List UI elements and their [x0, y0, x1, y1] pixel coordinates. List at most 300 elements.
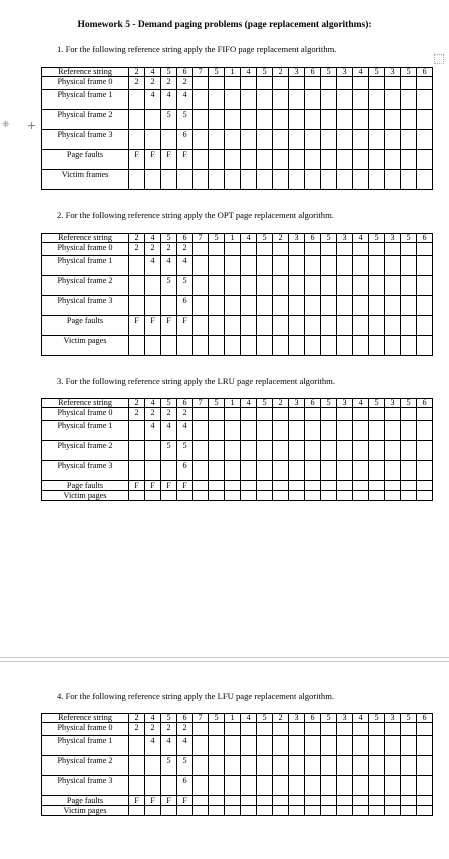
table-cell[interactable] — [225, 776, 241, 796]
table-cell[interactable] — [385, 756, 401, 776]
table-cell[interactable] — [337, 461, 353, 481]
table-cell[interactable] — [193, 316, 209, 336]
table-cell[interactable]: 6 — [417, 68, 433, 77]
table-cell[interactable] — [289, 336, 305, 356]
table-cell[interactable] — [417, 421, 433, 441]
table-cell[interactable]: 4 — [353, 68, 369, 77]
table-cell[interactable] — [145, 336, 161, 356]
table-cell[interactable] — [129, 441, 145, 461]
table-cell[interactable] — [289, 421, 305, 441]
table-cell[interactable]: F — [177, 316, 193, 336]
table-cell[interactable] — [273, 77, 289, 90]
table-cell[interactable] — [193, 170, 209, 190]
table-cell[interactable] — [177, 170, 193, 190]
table-cell[interactable]: 2 — [129, 77, 145, 90]
table-cell[interactable] — [385, 776, 401, 796]
table-cell[interactable] — [305, 408, 321, 421]
table-cell[interactable] — [401, 421, 417, 441]
table-cell[interactable]: 7 — [193, 234, 209, 243]
table-cell[interactable] — [353, 723, 369, 736]
table-cell[interactable]: 5 — [257, 714, 273, 723]
table-cell[interactable] — [337, 77, 353, 90]
table-cell[interactable] — [161, 336, 177, 356]
table-cell[interactable]: 6 — [177, 714, 193, 723]
table-cell[interactable] — [257, 336, 273, 356]
table-cell[interactable] — [305, 491, 321, 501]
table-cell[interactable] — [289, 170, 305, 190]
table-cell[interactable] — [289, 481, 305, 491]
table-cell[interactable] — [321, 776, 337, 796]
table-cell[interactable] — [289, 77, 305, 90]
table-cell[interactable] — [401, 110, 417, 130]
table-cell[interactable]: 4 — [145, 421, 161, 441]
table-cell[interactable] — [401, 723, 417, 736]
table-cell[interactable] — [369, 256, 385, 276]
table-cell[interactable] — [321, 421, 337, 441]
table-cell[interactable] — [257, 461, 273, 481]
table-cell[interactable] — [273, 806, 289, 816]
table-cell[interactable] — [129, 806, 145, 816]
table-cell[interactable] — [369, 150, 385, 170]
table-cell[interactable] — [193, 256, 209, 276]
table-cell[interactable]: 7 — [193, 68, 209, 77]
table-cell[interactable] — [209, 110, 225, 130]
table-cell[interactable] — [289, 461, 305, 481]
table-cell[interactable]: 5 — [161, 110, 177, 130]
table-cell[interactable] — [289, 806, 305, 816]
table-cell[interactable] — [129, 461, 145, 481]
table-resize-handle-icon[interactable] — [434, 54, 444, 64]
table-cell[interactable] — [225, 461, 241, 481]
table-cell[interactable] — [401, 776, 417, 796]
table-cell[interactable]: 5 — [401, 234, 417, 243]
table-cell[interactable] — [353, 421, 369, 441]
table-cell[interactable] — [225, 256, 241, 276]
table-cell[interactable] — [273, 150, 289, 170]
table-cell[interactable] — [289, 723, 305, 736]
table-move-handle-icon[interactable]: ⁜ — [2, 120, 10, 130]
table-cell[interactable] — [385, 316, 401, 336]
table-cell[interactable] — [369, 481, 385, 491]
table-cell[interactable]: 5 — [161, 234, 177, 243]
table-cell[interactable]: 2 — [129, 234, 145, 243]
table-cell[interactable] — [321, 150, 337, 170]
table-cell[interactable] — [289, 776, 305, 796]
table-cell[interactable] — [353, 441, 369, 461]
table-cell[interactable] — [193, 756, 209, 776]
table-cell[interactable] — [401, 461, 417, 481]
table-cell[interactable]: F — [161, 481, 177, 491]
table-cell[interactable] — [209, 491, 225, 501]
table-cell[interactable] — [337, 170, 353, 190]
table-cell[interactable] — [337, 736, 353, 756]
table-cell[interactable] — [417, 296, 433, 316]
table-cell[interactable] — [257, 756, 273, 776]
table-cell[interactable] — [273, 243, 289, 256]
add-row-icon[interactable]: + — [27, 119, 37, 132]
table-cell[interactable] — [193, 336, 209, 356]
table-cell[interactable] — [321, 756, 337, 776]
table-cell[interactable] — [257, 408, 273, 421]
table-cell[interactable] — [369, 736, 385, 756]
table-cell[interactable] — [241, 77, 257, 90]
table-cell[interactable] — [209, 481, 225, 491]
table-cell[interactable] — [401, 806, 417, 816]
table-cell[interactable]: 4 — [241, 399, 257, 408]
table-cell[interactable] — [417, 408, 433, 421]
table-cell[interactable]: 4 — [353, 714, 369, 723]
table-cell[interactable] — [209, 736, 225, 756]
table-cell[interactable]: 7 — [193, 399, 209, 408]
table-cell[interactable] — [241, 491, 257, 501]
table-cell[interactable] — [225, 336, 241, 356]
table-cell[interactable] — [289, 276, 305, 296]
table-cell[interactable] — [273, 316, 289, 336]
table-cell[interactable] — [417, 90, 433, 110]
table-cell[interactable] — [353, 256, 369, 276]
table-cell[interactable] — [241, 776, 257, 796]
table-cell[interactable] — [289, 491, 305, 501]
table-cell[interactable]: 6 — [177, 296, 193, 316]
table-cell[interactable] — [129, 756, 145, 776]
table-cell[interactable] — [225, 110, 241, 130]
table-cell[interactable] — [193, 110, 209, 130]
table-cell[interactable] — [337, 723, 353, 736]
table-cell[interactable] — [337, 276, 353, 296]
table-cell[interactable]: 5 — [321, 234, 337, 243]
table-cell[interactable]: 5 — [209, 234, 225, 243]
table-cell[interactable]: 2 — [177, 723, 193, 736]
table-cell[interactable] — [337, 296, 353, 316]
table-cell[interactable]: 4 — [177, 256, 193, 276]
table-cell[interactable] — [241, 421, 257, 441]
table-cell[interactable] — [417, 806, 433, 816]
table-cell[interactable] — [257, 77, 273, 90]
table-cell[interactable] — [401, 170, 417, 190]
table-cell[interactable] — [273, 170, 289, 190]
table-cell[interactable]: 5 — [177, 441, 193, 461]
table-cell[interactable] — [209, 461, 225, 481]
table-cell[interactable] — [401, 336, 417, 356]
table-cell[interactable] — [225, 723, 241, 736]
table-cell[interactable] — [241, 110, 257, 130]
table-cell[interactable]: 3 — [337, 68, 353, 77]
table-cell[interactable] — [337, 776, 353, 796]
table-cell[interactable] — [305, 756, 321, 776]
table-cell[interactable] — [225, 316, 241, 336]
table-cell[interactable] — [161, 130, 177, 150]
table-cell[interactable] — [353, 77, 369, 90]
table-cell[interactable]: 4 — [145, 399, 161, 408]
table-cell[interactable] — [385, 77, 401, 90]
table-cell[interactable] — [401, 130, 417, 150]
table-cell[interactable]: 6 — [177, 399, 193, 408]
table-cell[interactable]: 2 — [177, 408, 193, 421]
table-cell[interactable] — [321, 491, 337, 501]
table-cell[interactable] — [385, 276, 401, 296]
table-cell[interactable] — [193, 90, 209, 110]
table-cell[interactable]: 6 — [305, 68, 321, 77]
table-cell[interactable] — [193, 776, 209, 796]
table-cell[interactable] — [321, 77, 337, 90]
table-cell[interactable]: F — [129, 481, 145, 491]
table-cell[interactable] — [129, 276, 145, 296]
table-cell[interactable] — [353, 491, 369, 501]
table-cell[interactable]: 5 — [209, 68, 225, 77]
table-cell[interactable] — [385, 110, 401, 130]
table-cell[interactable]: F — [129, 150, 145, 170]
table-cell[interactable]: 2 — [161, 723, 177, 736]
table-cell[interactable] — [241, 796, 257, 806]
table-cell[interactable]: 2 — [129, 68, 145, 77]
table-cell[interactable] — [289, 256, 305, 276]
table-cell[interactable]: 4 — [241, 714, 257, 723]
table-cell[interactable] — [225, 421, 241, 441]
table-cell[interactable] — [273, 296, 289, 316]
table-cell[interactable]: 6 — [417, 399, 433, 408]
table-cell[interactable] — [209, 421, 225, 441]
table-cell[interactable] — [161, 170, 177, 190]
table-cell[interactable] — [193, 408, 209, 421]
table-cell[interactable] — [321, 130, 337, 150]
table-cell[interactable] — [289, 296, 305, 316]
table-cell[interactable] — [273, 723, 289, 736]
table-cell[interactable]: 3 — [337, 234, 353, 243]
table-cell[interactable] — [257, 90, 273, 110]
table-cell[interactable] — [241, 736, 257, 756]
table-cell[interactable] — [417, 481, 433, 491]
problem-1-table[interactable] — [41, 67, 433, 190]
table-cell[interactable] — [401, 316, 417, 336]
table-cell[interactable] — [209, 776, 225, 796]
table-cell[interactable]: 2 — [161, 77, 177, 90]
table-cell[interactable] — [241, 90, 257, 110]
table-cell[interactable] — [241, 806, 257, 816]
table-cell[interactable]: 3 — [337, 399, 353, 408]
table-cell[interactable] — [305, 296, 321, 316]
table-cell[interactable]: 5 — [177, 276, 193, 296]
table-cell[interactable]: 4 — [177, 421, 193, 441]
table-cell[interactable] — [401, 243, 417, 256]
table-cell[interactable] — [129, 256, 145, 276]
table-cell[interactable] — [241, 756, 257, 776]
table-cell[interactable] — [369, 296, 385, 316]
table-cell[interactable] — [369, 90, 385, 110]
table-cell[interactable]: 3 — [289, 714, 305, 723]
problem-2-table[interactable] — [41, 233, 433, 356]
table-cell[interactable] — [273, 756, 289, 776]
table-cell[interactable] — [193, 441, 209, 461]
table-cell[interactable]: 4 — [145, 90, 161, 110]
table-cell[interactable] — [369, 723, 385, 736]
table-cell[interactable] — [289, 756, 305, 776]
table-cell[interactable]: 6 — [417, 234, 433, 243]
table-cell[interactable] — [129, 421, 145, 441]
table-cell[interactable] — [369, 806, 385, 816]
table-cell[interactable] — [257, 441, 273, 461]
table-cell[interactable]: 2 — [177, 243, 193, 256]
table-cell[interactable] — [257, 806, 273, 816]
table-cell[interactable]: 5 — [401, 714, 417, 723]
table-cell[interactable] — [209, 296, 225, 316]
table-cell[interactable]: 4 — [145, 714, 161, 723]
table-cell[interactable] — [209, 170, 225, 190]
table-cell[interactable]: 2 — [129, 714, 145, 723]
table-cell[interactable] — [257, 170, 273, 190]
table-cell[interactable] — [289, 441, 305, 461]
table-cell[interactable] — [369, 491, 385, 501]
table-cell[interactable] — [129, 90, 145, 110]
table-cell[interactable] — [305, 316, 321, 336]
table-cell[interactable] — [145, 491, 161, 501]
table-cell[interactable] — [225, 806, 241, 816]
table-cell[interactable]: F — [145, 150, 161, 170]
table-cell[interactable] — [385, 481, 401, 491]
table-cell[interactable] — [257, 796, 273, 806]
table-cell[interactable] — [225, 296, 241, 316]
table-cell[interactable] — [401, 736, 417, 756]
table-cell[interactable]: 4 — [177, 90, 193, 110]
table-cell[interactable]: F — [129, 316, 145, 336]
table-cell[interactable]: 2 — [129, 243, 145, 256]
table-cell[interactable]: 5 — [321, 714, 337, 723]
table-cell[interactable] — [289, 150, 305, 170]
table-cell[interactable] — [337, 90, 353, 110]
table-cell[interactable]: 3 — [385, 714, 401, 723]
table-cell[interactable] — [321, 736, 337, 756]
table-cell[interactable]: 3 — [385, 68, 401, 77]
table-cell[interactable] — [193, 806, 209, 816]
table-cell[interactable] — [385, 806, 401, 816]
table-cell[interactable] — [241, 276, 257, 296]
table-cell[interactable] — [129, 110, 145, 130]
table-cell[interactable] — [385, 461, 401, 481]
table-cell[interactable] — [209, 243, 225, 256]
table-cell[interactable]: 4 — [145, 68, 161, 77]
table-cell[interactable] — [193, 150, 209, 170]
table-cell[interactable] — [321, 796, 337, 806]
table-cell[interactable] — [209, 150, 225, 170]
table-cell[interactable] — [273, 110, 289, 130]
table-cell[interactable] — [305, 336, 321, 356]
table-cell[interactable] — [369, 461, 385, 481]
table-cell[interactable]: 2 — [273, 399, 289, 408]
table-cell[interactable] — [225, 90, 241, 110]
table-cell[interactable] — [241, 481, 257, 491]
table-cell[interactable]: 5 — [209, 714, 225, 723]
table-cell[interactable] — [257, 256, 273, 276]
table-cell[interactable]: 5 — [369, 234, 385, 243]
table-cell[interactable] — [369, 336, 385, 356]
table-cell[interactable]: 4 — [241, 234, 257, 243]
table-cell[interactable] — [305, 421, 321, 441]
table-cell[interactable]: 2 — [129, 408, 145, 421]
table-cell[interactable] — [289, 736, 305, 756]
table-cell[interactable]: 3 — [289, 234, 305, 243]
table-cell[interactable]: 5 — [161, 714, 177, 723]
table-cell[interactable] — [241, 256, 257, 276]
table-cell[interactable] — [401, 256, 417, 276]
table-cell[interactable] — [337, 491, 353, 501]
table-cell[interactable] — [209, 336, 225, 356]
table-cell[interactable] — [369, 110, 385, 130]
table-cell[interactable] — [401, 408, 417, 421]
table-cell[interactable]: F — [145, 481, 161, 491]
table-cell[interactable]: F — [177, 796, 193, 806]
table-cell[interactable] — [289, 130, 305, 150]
table-cell[interactable] — [417, 491, 433, 501]
table-cell[interactable] — [321, 243, 337, 256]
table-cell[interactable] — [417, 796, 433, 806]
table-cell[interactable]: 6 — [305, 234, 321, 243]
table-cell[interactable] — [193, 130, 209, 150]
table-cell[interactable] — [209, 256, 225, 276]
table-cell[interactable]: 5 — [369, 714, 385, 723]
table-cell[interactable] — [337, 336, 353, 356]
table-cell[interactable] — [417, 756, 433, 776]
table-cell[interactable] — [385, 296, 401, 316]
table-cell[interactable] — [417, 441, 433, 461]
table-cell[interactable] — [385, 491, 401, 501]
table-cell[interactable] — [305, 806, 321, 816]
table-cell[interactable]: 5 — [209, 399, 225, 408]
table-cell[interactable] — [225, 130, 241, 150]
table-cell[interactable]: F — [177, 150, 193, 170]
table-cell[interactable] — [257, 481, 273, 491]
table-cell[interactable] — [369, 130, 385, 150]
table-cell[interactable] — [337, 806, 353, 816]
table-cell[interactable] — [369, 276, 385, 296]
table-cell[interactable] — [177, 491, 193, 501]
table-cell[interactable] — [417, 77, 433, 90]
table-cell[interactable] — [273, 256, 289, 276]
table-cell[interactable] — [321, 336, 337, 356]
table-cell[interactable] — [401, 796, 417, 806]
table-cell[interactable]: 5 — [161, 276, 177, 296]
table-cell[interactable] — [193, 461, 209, 481]
table-cell[interactable] — [321, 481, 337, 491]
table-cell[interactable]: F — [129, 796, 145, 806]
table-cell[interactable] — [417, 130, 433, 150]
table-cell[interactable] — [417, 243, 433, 256]
table-cell[interactable] — [369, 408, 385, 421]
table-cell[interactable] — [209, 130, 225, 150]
table-cell[interactable] — [161, 296, 177, 316]
table-cell[interactable] — [193, 723, 209, 736]
table-cell[interactable] — [353, 130, 369, 150]
table-cell[interactable]: 1 — [225, 68, 241, 77]
table-cell[interactable]: 7 — [193, 714, 209, 723]
table-cell[interactable]: 5 — [161, 756, 177, 776]
table-cell[interactable] — [353, 316, 369, 336]
table-cell[interactable] — [289, 408, 305, 421]
table-cell[interactable] — [273, 130, 289, 150]
table-cell[interactable]: 4 — [353, 234, 369, 243]
table-cell[interactable] — [257, 736, 273, 756]
table-cell[interactable] — [289, 243, 305, 256]
table-cell[interactable] — [257, 421, 273, 441]
table-cell[interactable] — [385, 243, 401, 256]
table-cell[interactable]: 2 — [273, 68, 289, 77]
table-cell[interactable] — [337, 481, 353, 491]
table-cell[interactable] — [353, 481, 369, 491]
table-cell[interactable]: 5 — [257, 399, 273, 408]
table-cell[interactable] — [193, 421, 209, 441]
table-cell[interactable] — [273, 461, 289, 481]
table-cell[interactable] — [257, 723, 273, 736]
table-cell[interactable] — [225, 491, 241, 501]
table-cell[interactable] — [193, 796, 209, 806]
